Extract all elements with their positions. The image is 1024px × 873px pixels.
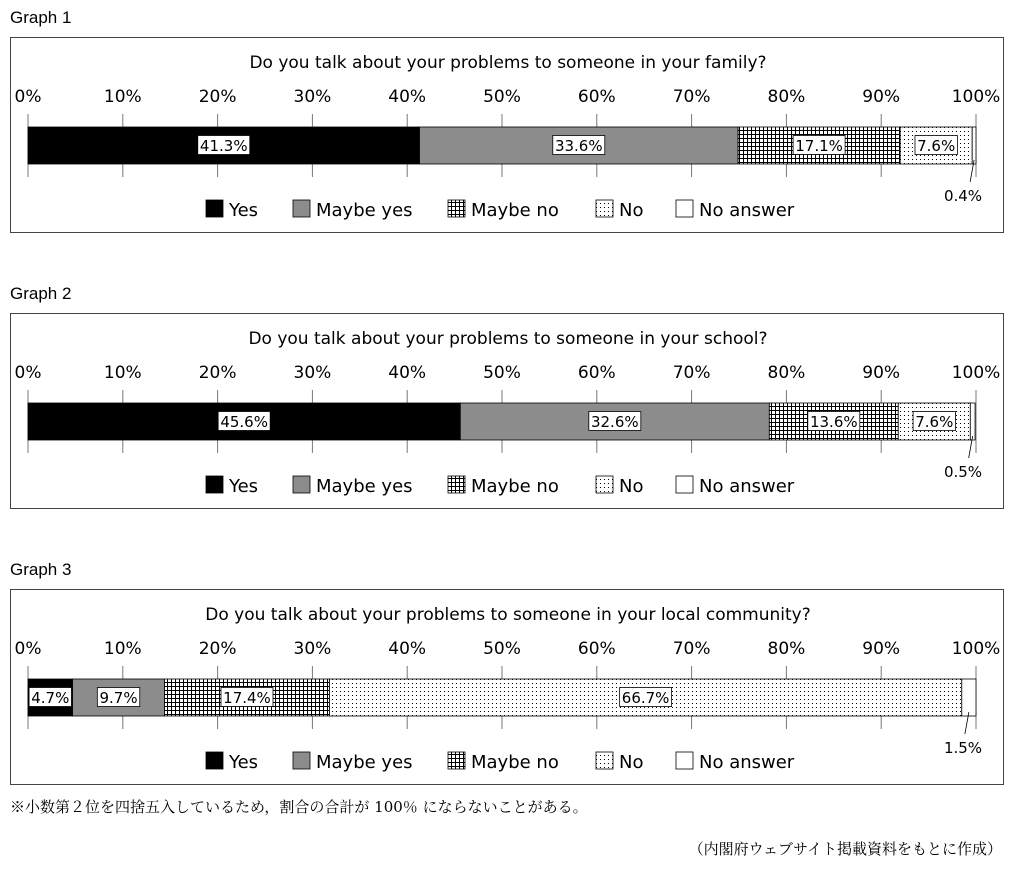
data-label: 66.7%	[621, 689, 670, 707]
data-label: 33.6%	[554, 137, 603, 155]
tick-label: 0%	[14, 87, 42, 107]
data-label: 7.6%	[917, 137, 956, 155]
legend-label: No answer	[699, 476, 795, 497]
legend-label: Yes	[229, 476, 259, 497]
legend-swatch-maybe_no	[448, 752, 465, 769]
legend-swatch-no_answer	[676, 752, 693, 769]
data-label: 0.4%	[943, 187, 983, 205]
graph-3-label: Graph 3	[10, 560, 72, 579]
legend-label: No	[619, 200, 644, 221]
data-label: 32.6%	[590, 413, 639, 431]
tick-label: 70%	[672, 639, 711, 659]
legend-swatch-maybe_yes	[293, 200, 310, 217]
bar-segment-no_answer	[962, 679, 976, 716]
graph-2-label: Graph 2	[10, 284, 72, 303]
tick-label: 10%	[103, 87, 142, 107]
legend-swatch-yes	[206, 200, 223, 217]
chart-3-svg	[11, 590, 1005, 786]
tick-label: 100%	[951, 87, 1001, 107]
legend-label: Maybe no	[471, 476, 559, 497]
tick-label: 40%	[388, 363, 427, 383]
chart-3	[10, 589, 1004, 785]
chart-title: Do you talk about your problems to someone in your school?	[248, 329, 768, 349]
tick-label: 0%	[14, 639, 42, 659]
legend-label: Maybe yes	[316, 752, 413, 773]
legend-swatch-no	[596, 752, 613, 769]
tick-label: 40%	[388, 87, 427, 107]
legend-swatch-yes	[206, 476, 223, 493]
tick-label: 30%	[293, 363, 332, 383]
tick-label: 100%	[951, 363, 1001, 383]
tick-label: 20%	[198, 363, 237, 383]
chart-title: Do you talk about your problems to someone in your family?	[249, 53, 767, 73]
tick-label: 90%	[862, 363, 901, 383]
legend-label: Maybe yes	[316, 476, 413, 497]
data-label: 0.5%	[943, 463, 983, 481]
legend-label: Maybe no	[471, 752, 559, 773]
data-label: 41.3%	[199, 137, 248, 155]
chart-1	[10, 37, 1004, 233]
tick-label: 70%	[672, 87, 711, 107]
tick-label: 30%	[293, 87, 332, 107]
chart-2-svg	[11, 314, 1005, 510]
tick-label: 60%	[577, 87, 616, 107]
legend-swatch-maybe_no	[448, 200, 465, 217]
tick-label: 100%	[951, 639, 1001, 659]
tick-label: 80%	[767, 87, 806, 107]
legend-swatch-maybe_yes	[293, 476, 310, 493]
legend-label: No answer	[699, 752, 795, 773]
chart-2	[10, 313, 1004, 509]
graph-1-label: Graph 1	[10, 8, 72, 27]
tick-label: 20%	[198, 639, 237, 659]
footnote: ※小数第２位を四捨五入しているため，割合の合計が 100％ にならないことがある。	[10, 798, 588, 816]
legend-swatch-maybe_yes	[293, 752, 310, 769]
tick-label: 80%	[767, 639, 806, 659]
legend-label: Yes	[229, 200, 259, 221]
legend-label: No answer	[699, 200, 795, 221]
legend-label: Yes	[229, 752, 259, 773]
data-label: 13.6%	[809, 413, 858, 431]
tick-label: 50%	[483, 87, 521, 107]
legend-label: No	[619, 476, 644, 497]
legend-label: No	[619, 752, 644, 773]
chart-title: Do you talk about your problems to someone in your local community?	[205, 605, 811, 625]
tick-label: 0%	[14, 363, 42, 383]
tick-label: 80%	[767, 363, 806, 383]
tick-label: 60%	[577, 639, 616, 659]
chart-1-svg	[11, 38, 1005, 234]
legend-swatch-maybe_no	[448, 476, 465, 493]
tick-label: 40%	[388, 639, 427, 659]
data-label: 1.5%	[943, 739, 983, 757]
legend-label: Maybe no	[471, 200, 559, 221]
tick-label: 10%	[103, 363, 142, 383]
tick-label: 50%	[483, 363, 521, 383]
source-note: （内閣府ウェブサイト掲載資料をもとに作成）	[688, 840, 1002, 858]
tick-label: 20%	[198, 87, 237, 107]
legend-swatch-no	[596, 200, 613, 217]
legend-swatch-yes	[206, 752, 223, 769]
data-label: 4.7%	[31, 689, 70, 707]
legend-swatch-no	[596, 476, 613, 493]
legend-label: Maybe yes	[316, 200, 413, 221]
tick-label: 90%	[862, 87, 901, 107]
data-label: 9.7%	[99, 689, 138, 707]
tick-label: 90%	[862, 639, 901, 659]
tick-label: 30%	[293, 639, 332, 659]
data-label: 45.6%	[220, 413, 268, 431]
legend-swatch-no_answer	[676, 200, 693, 217]
tick-label: 50%	[483, 639, 521, 659]
data-label: 17.1%	[795, 137, 843, 155]
bar-segment-no_answer	[970, 403, 975, 440]
tick-label: 10%	[103, 639, 142, 659]
bar-segment-no_answer	[972, 127, 976, 164]
data-label: 17.4%	[223, 689, 271, 707]
tick-label: 60%	[577, 363, 616, 383]
legend-swatch-no_answer	[676, 476, 693, 493]
tick-label: 70%	[672, 363, 711, 383]
data-label: 7.6%	[915, 413, 954, 431]
